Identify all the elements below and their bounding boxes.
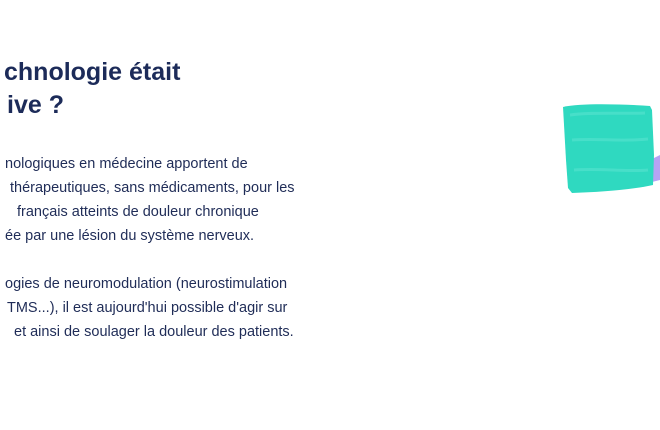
paragraph-line: ogies de neuromodulation (neurostimulation [5,276,288,292]
paragraph-line: TMS...), il est aujourd'hui possible d'agir sur [7,300,288,316]
paragraph-neuromodulation [0,272,324,344]
brush-square-illustration [560,100,660,200]
paragraph-line: ée par une lésion du système nerveux. [5,228,255,244]
paragraph-intro [0,152,324,248]
section-heading [0,56,324,122]
article-section [0,56,324,344]
teal-brush-square [563,104,654,193]
heading-line-1: chnologie était [4,58,181,86]
paragraph-line: nologiques en médecine apportent de [5,156,248,172]
heading-line-2: ive ? [7,91,64,119]
paragraph-line: et ainsi de soulager la douleur des patients. [14,324,294,340]
paragraph-line: thérapeutiques, sans médicaments, pour les [10,180,295,196]
paragraph-line: français atteints de douleur chronique [17,204,259,220]
